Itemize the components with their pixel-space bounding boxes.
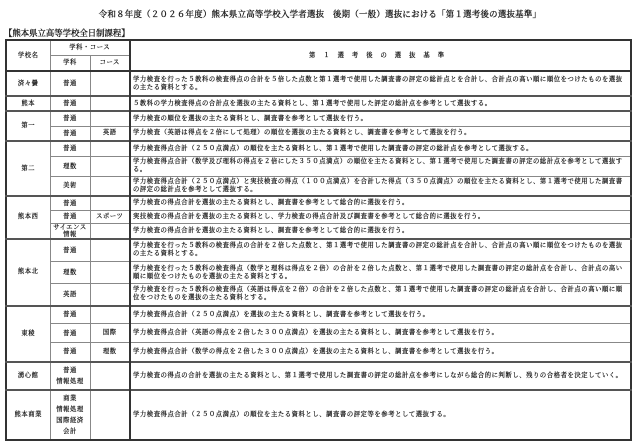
dept-cell bbox=[50, 362, 90, 390]
dept-cell bbox=[50, 156, 90, 176]
criteria-text: 学力検査得点合計（英語の得点を２倍した３００点満点）を選抜の主たる資料とし、調査書を参考として選抜を行う。 bbox=[130, 324, 631, 343]
dept-name: 理数 bbox=[63, 162, 77, 170]
dept-cell bbox=[50, 306, 90, 324]
dept-cell bbox=[50, 324, 90, 343]
dept-cell bbox=[50, 141, 90, 156]
dept-name: 普通 bbox=[63, 115, 77, 123]
table-row bbox=[6, 111, 631, 126]
criteria-text: 学力検査を行った５教科の検査得点（数学と理科は得点を２倍）の合計を２倍した点数と、第１選考で使用した調査書の評定の総計点を合計し、合計点の高い順に順位をつけたものを選抜の主たる資料とする。 bbox=[130, 262, 631, 284]
course-name bbox=[90, 239, 130, 262]
course-name bbox=[90, 141, 130, 156]
criteria-text: 実技検査の得点合計を選抜の主たる資料とし、学力検査の得点合計及び調査書を参考として総合的に選抜を行う。 bbox=[130, 210, 631, 223]
header-criteria: 第１選考後の選抜基準 bbox=[130, 40, 631, 71]
dept-name: 会計 bbox=[63, 427, 77, 435]
school-name: 熊本西 bbox=[6, 196, 50, 239]
table-row bbox=[6, 196, 631, 210]
header-dept: 学科 bbox=[50, 56, 90, 72]
header-dept-course: 学科・コース bbox=[50, 40, 130, 56]
criteria-text: 学力検査を行った５教科の検査得点の合計を５倍した点数と第１選考で使用した調査書の評定の総計点とを合計し、合計点の高い順に順位をつけたものを選抜の主たる資料とする。 bbox=[130, 71, 631, 96]
table-row bbox=[6, 306, 631, 324]
dept-cell bbox=[50, 210, 90, 223]
course-name bbox=[90, 156, 130, 176]
table-row bbox=[6, 223, 631, 239]
table-row bbox=[6, 324, 631, 343]
course-name bbox=[90, 71, 130, 96]
dept-cell bbox=[50, 284, 90, 306]
dept-name: 英語 bbox=[63, 290, 77, 298]
school-name: 第一 bbox=[6, 111, 50, 141]
school-name: 湧心館 bbox=[6, 362, 50, 390]
course-name bbox=[90, 284, 130, 306]
criteria-text: 学力検査を行った５教科の検査得点の合計を２倍した点数と、第１選考で使用した調査書の評定の総計点を合計し、合計点の高い順に順位をつけたものを選抜の主たる資料とする。 bbox=[130, 239, 631, 262]
course-name bbox=[90, 96, 130, 111]
table-row bbox=[6, 176, 631, 196]
course-name: 英語 bbox=[90, 126, 130, 141]
dept-name: 普通 bbox=[63, 100, 77, 107]
dept-cell bbox=[50, 96, 90, 111]
table-row bbox=[6, 343, 631, 362]
table-row bbox=[6, 284, 631, 306]
course-name bbox=[90, 390, 130, 440]
dept-name: 普通 bbox=[63, 129, 77, 137]
document-title: 令和８年度（２０２６年度）熊本県立高等学校入学者選抜 後期（一般）選抜における「第１選考後の選抜基準」 bbox=[98, 9, 542, 19]
dept-name: 普通 bbox=[63, 246, 77, 254]
dept-name: 普通 bbox=[63, 80, 77, 87]
dept-name: 普通 bbox=[63, 366, 77, 374]
school-name: 熊本 bbox=[6, 96, 50, 111]
dept-name: 商業 bbox=[63, 394, 77, 402]
criteria-text: 学力検査得点合計（２５０点満点）の順位を主たる資料とし、第１選考で使用した調査書の評定の総計点を参考として選抜する。 bbox=[130, 141, 631, 156]
selection-criteria-table bbox=[5, 39, 632, 441]
table-row bbox=[6, 96, 631, 111]
dept-cell bbox=[50, 196, 90, 210]
table-row bbox=[6, 210, 631, 223]
course-name: 理数 bbox=[90, 343, 130, 362]
table-row bbox=[6, 141, 631, 156]
course-name: 国際 bbox=[90, 324, 130, 343]
table-row bbox=[6, 262, 631, 284]
school-name: 熊本北 bbox=[6, 239, 50, 306]
course-name bbox=[90, 111, 130, 126]
criteria-text: 学力検査の得点合計を選抜の主たる資料とし、調査書を参考として総合的に選抜を行う。 bbox=[130, 196, 631, 210]
criteria-text: 学力検査得点合計（２５０点満点）と実技検査の得点（１００点満点）を合計した得点（３５０点満点）の順位を主たる資料とし、第１選考で使用した調査書の評定の総計点を参考として選抜する。 bbox=[130, 176, 631, 196]
dept-cell bbox=[50, 343, 90, 362]
dept-name: 普通 bbox=[63, 213, 77, 220]
criteria-text: 学力検査得点合計（数学の得点を２倍した３００点満点）を選抜の主たる資料とし、調査書を参考として選抜を行う。 bbox=[130, 343, 631, 362]
dept-cell bbox=[50, 71, 90, 96]
course-name: スポーツ bbox=[90, 210, 130, 223]
course-name bbox=[90, 362, 130, 390]
criteria-text: ５教科の学力検査得点の合計点を選抜の主たる資料とし、第１選考で使用した評定の総計点を参考として選抜する。 bbox=[130, 96, 631, 111]
header-school: 学校名 bbox=[6, 40, 50, 71]
criteria-text: 学力検査得点合計（２５０点満点）を選抜の主たる資料とし、調査書を参考として選抜を行う。 bbox=[130, 306, 631, 324]
dept-cell bbox=[50, 223, 90, 239]
dept-name: サイエンス情報 bbox=[53, 223, 87, 238]
school-name: 第二 bbox=[6, 141, 50, 196]
dept-name: 普通 bbox=[63, 199, 77, 207]
dept-name: 美術 bbox=[63, 182, 77, 190]
dept-cell bbox=[50, 176, 90, 196]
criteria-text: 学力検査の得点合計を選抜の主たる資料とし、調査書を参考として総合的に選抜を行う。 bbox=[130, 223, 631, 239]
dept-name: 普通 bbox=[63, 311, 77, 319]
dept-cell bbox=[50, 126, 90, 141]
table-body bbox=[6, 71, 631, 440]
section-title: 【熊本県立高等学校全日制課程】 bbox=[4, 28, 130, 38]
criteria-text: 学力検査（英語は得点を２倍にして処理）の順位を選抜の主たる資料とし、調査書を参考として選抜を行う。 bbox=[130, 126, 631, 141]
table-row bbox=[6, 362, 631, 390]
course-name bbox=[90, 176, 130, 196]
dept-name: 情報処理 bbox=[56, 405, 84, 413]
dept-cell bbox=[50, 111, 90, 126]
criteria-text: 学力検査得点合計（数学及び理科の得点を２倍にした３５０点満点）の順位を主たる資料とし、第１選考で使用した調査書の評定の総計点を参考として選抜する。 bbox=[130, 156, 631, 176]
dept-name: 情報処理 bbox=[56, 377, 84, 385]
dept-name: 国際経済 bbox=[56, 416, 84, 424]
dept-name: 普通 bbox=[63, 348, 77, 356]
course-name bbox=[90, 306, 130, 324]
course-name bbox=[90, 262, 130, 284]
course-name bbox=[90, 196, 130, 210]
course-name bbox=[90, 223, 130, 239]
table-row bbox=[6, 126, 631, 141]
dept-cell bbox=[50, 239, 90, 262]
dept-name: 普通 bbox=[63, 145, 77, 153]
dept-cell bbox=[50, 390, 90, 440]
table-row bbox=[6, 390, 631, 440]
table-row bbox=[6, 71, 631, 96]
table-row bbox=[6, 156, 631, 176]
school-name: 東稜 bbox=[6, 306, 50, 362]
header-course: コース bbox=[90, 56, 130, 72]
criteria-text: 学力検査得点合計（２５０点満点）の順位を主たる資料とし、調査書の評定等を参考として選抜する。 bbox=[130, 390, 631, 440]
dept-cell bbox=[50, 262, 90, 284]
table-row bbox=[6, 239, 631, 262]
criteria-text: 学力検査の順位を選抜の主たる資料とし、調査書を参考として選抜を行う。 bbox=[130, 111, 631, 126]
criteria-text: 学力検査を行った５教科の検査得点（英語は得点を２倍）の合計を２倍した点数と、第１選考で使用した調査書の評定の総計点を合計し、合計点の高い順に順位をつけたものを選抜の主たる資料とする。 bbox=[130, 284, 631, 306]
school-name: 済々黌 bbox=[6, 71, 50, 96]
school-name: 熊本商業 bbox=[6, 390, 50, 440]
dept-name: 理数 bbox=[63, 269, 77, 276]
criteria-text: 学力検査の得点の合計を選抜の主たる資料とし、第１選考で使用した調査書の評定の総計点を参考にしながら総合的に判断し、残りの合格者を決定していく。 bbox=[130, 362, 631, 390]
dept-name: 普通 bbox=[63, 329, 77, 337]
